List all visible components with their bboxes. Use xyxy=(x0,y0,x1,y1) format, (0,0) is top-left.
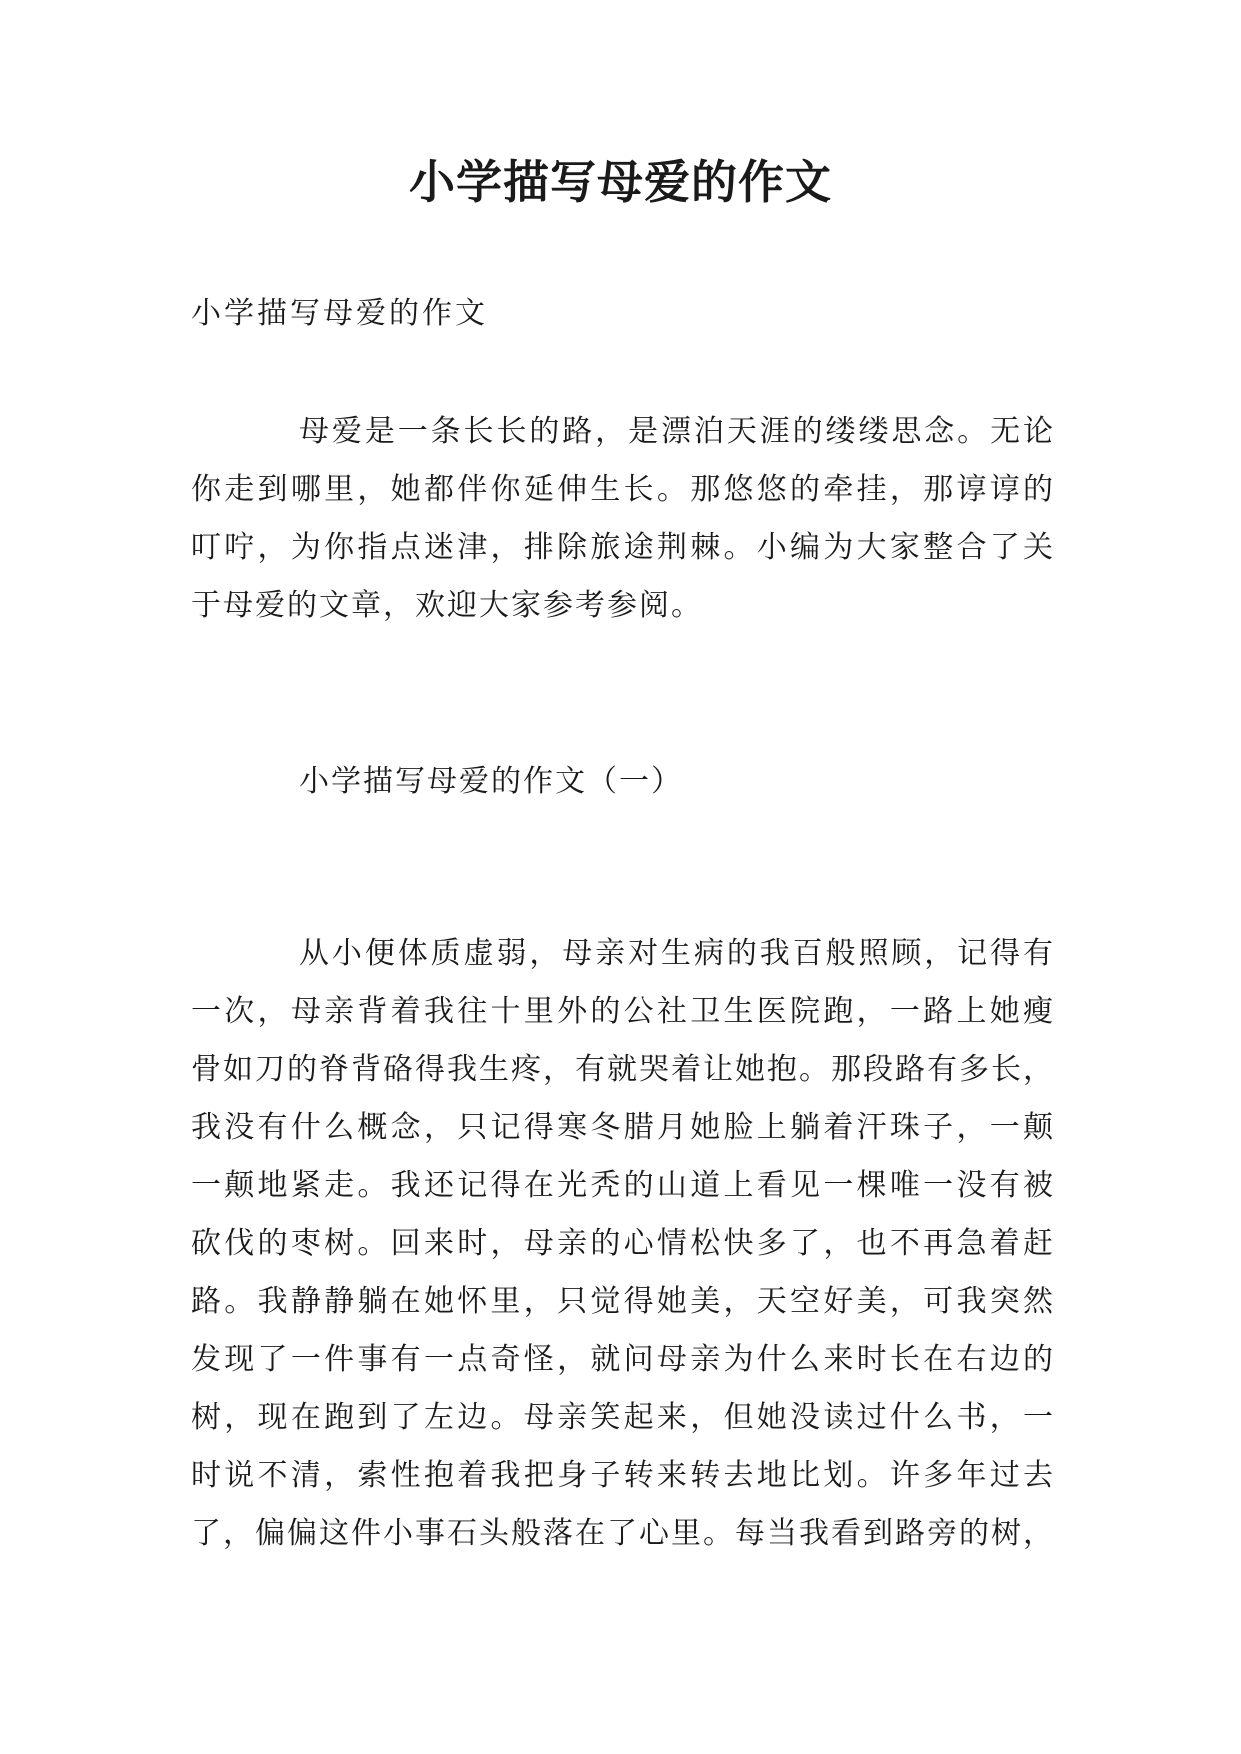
intro-line: 于母爱的文章，欢迎大家参考参阅。 xyxy=(191,588,703,623)
story-line: 一次，母亲背着我往十里外的公社卫生医院跑，一路上她瘦 xyxy=(191,994,1055,1029)
story-line: 时说不清，索性抱着我把身子转来转去地比划。许多年过去 xyxy=(191,1458,1055,1493)
story-line: 骨如刀的脊背硌得我生疼，有就哭着让她抱。那段路有多长， xyxy=(191,1052,1055,1087)
story-line: 发现了一件事有一点奇怪，就问母亲为什么来时长在右边的 xyxy=(191,1342,1055,1377)
story-paragraph xyxy=(191,925,1055,1563)
section-heading: 小学描写母爱的作文（一） xyxy=(299,764,683,799)
intro-line: 母爱是一条长长的路，是漂泊天涯的缕缕思念。无论 xyxy=(299,414,1055,449)
story-line: 路。我静静躺在她怀里，只觉得她美，天空好美，可我突然 xyxy=(191,1284,1055,1319)
story-line: 树，现在跑到了左边。母亲笑起来，但她没读过什么书，一 xyxy=(191,1400,1055,1435)
story-line: 我没有什么概念，只记得寒冬腊月她脸上躺着汗珠子，一颠 xyxy=(191,1110,1055,1145)
intro-line: 你走到哪里，她都伴你延伸生长。那悠悠的牵挂，那谆谆的 xyxy=(191,472,1055,507)
story-line: 砍伐的枣树。回来时，母亲的心情松快多了，也不再急着赶 xyxy=(191,1226,1055,1261)
document-title: 小学描写母爱的作文 xyxy=(409,155,832,209)
intro-paragraph xyxy=(191,403,1055,635)
story-line: 一颠地紧走。我还记得在光秃的山道上看见一棵唯一没有被 xyxy=(191,1168,1055,1203)
document-subtitle: 小学描写母爱的作文 xyxy=(191,296,488,331)
story-line: 了，偏偏这件小事石头般落在了心里。每当我看到路旁的树， xyxy=(191,1516,1055,1551)
intro-line: 叮咛，为你指点迷津，排除旅途荆棘。小编为大家整合了关 xyxy=(191,530,1055,565)
story-line: 从小便体质虚弱，母亲对生病的我百般照顾，记得有 xyxy=(299,936,1055,971)
